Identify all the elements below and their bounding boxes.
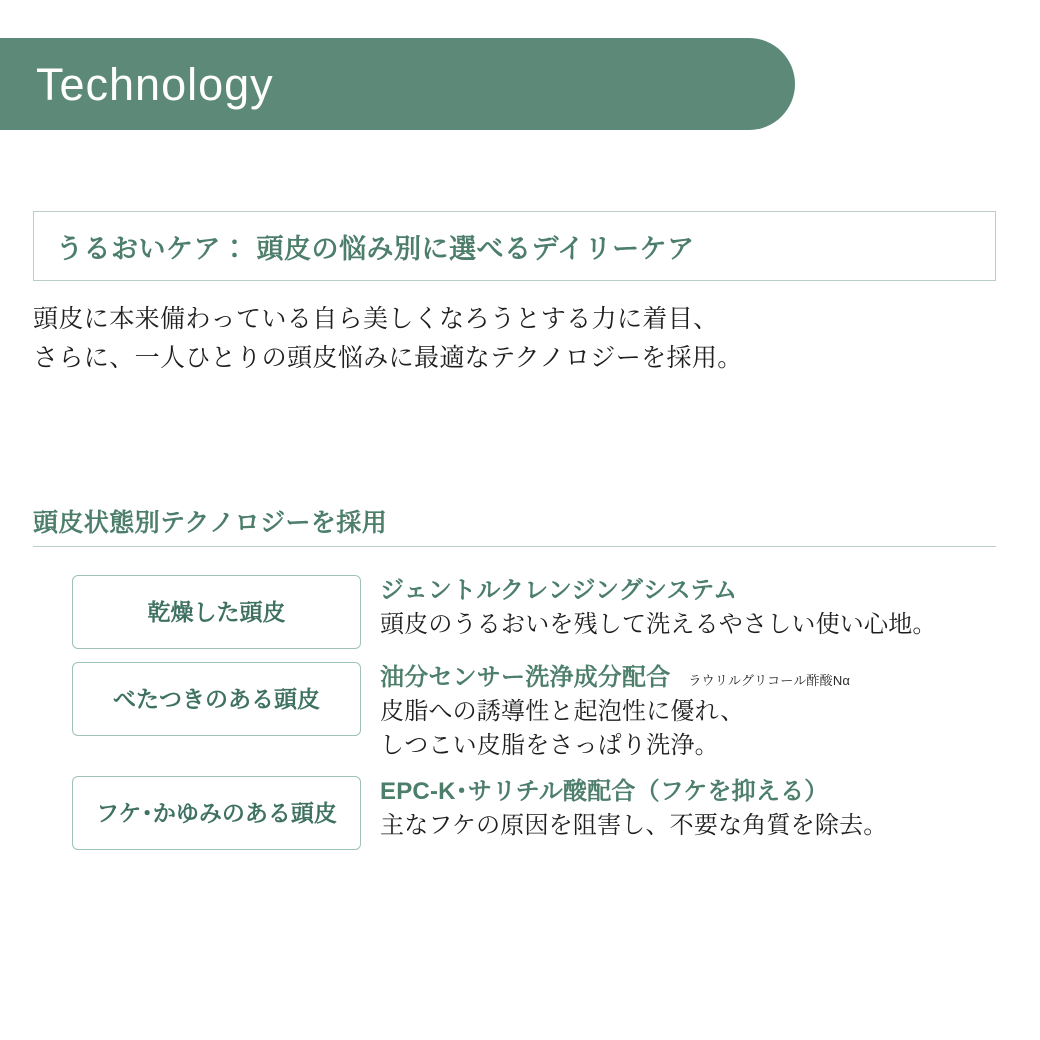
row-chip-label — [72, 776, 361, 850]
sub-heading-text: 頭皮状態別テクノロジーを採用 — [33, 509, 388, 537]
lead-line-1: 頭皮に本来備わっている自ら美しくなろうとする力に着目、 — [33, 305, 719, 333]
table-row — [72, 575, 1002, 649]
row-chip-label: 乾燥した頭皮 — [72, 575, 361, 649]
table-row — [72, 776, 1002, 850]
lead-line-2: さらに、一人ひとりの頭皮悩みに最適なテクノロジーを採用。 — [33, 344, 743, 372]
row-title-note: ラウリルグリコール酢酸Nα — [688, 673, 851, 688]
row-title-text: ジェントルクレンジングシステム — [380, 577, 738, 604]
row-description — [380, 608, 1002, 642]
row-chip-label: べたつきのある頭皮 — [72, 662, 361, 736]
row-title-text: 油分センサー洗浄成分配合 — [380, 664, 671, 691]
header-banner — [0, 38, 795, 130]
row-chip-line-1: フケ･かゆみのある — [96, 799, 291, 826]
page-title: Technology — [36, 58, 274, 110]
row-chip-line-2: 頭皮 — [290, 799, 337, 826]
row-description — [380, 809, 1002, 843]
row-description-line: しつこい皮脂をさっぱり洗浄。 — [380, 732, 719, 760]
row-title — [380, 777, 1002, 807]
row-body — [361, 776, 1002, 843]
sub-heading-block — [33, 508, 996, 547]
row-title-text: EPC-K･サリチル酸配合（フケを抑える） — [380, 778, 829, 806]
row-title — [380, 663, 1002, 693]
table-row — [72, 662, 1002, 763]
section-heading-box — [33, 211, 996, 281]
technology-rows — [72, 575, 1002, 863]
row-description-line: 主なフケの原因を阻害し、不要な角質を除去。 — [380, 812, 888, 840]
lead-paragraph — [33, 300, 993, 378]
section-heading-title: うるおいケア： 頭皮の悩み別に選べるデイリーケア — [56, 233, 695, 264]
row-description-line: 皮脂への誘導性と起泡性に優れ、 — [380, 698, 745, 725]
row-description — [380, 695, 1002, 763]
row-body — [361, 662, 1002, 763]
row-title — [380, 576, 1002, 606]
sub-heading-divider — [33, 546, 996, 547]
row-description-line: 頭皮のうるおいを残して洗えるやさしい使い心地。 — [380, 611, 937, 638]
row-body — [361, 575, 1002, 642]
